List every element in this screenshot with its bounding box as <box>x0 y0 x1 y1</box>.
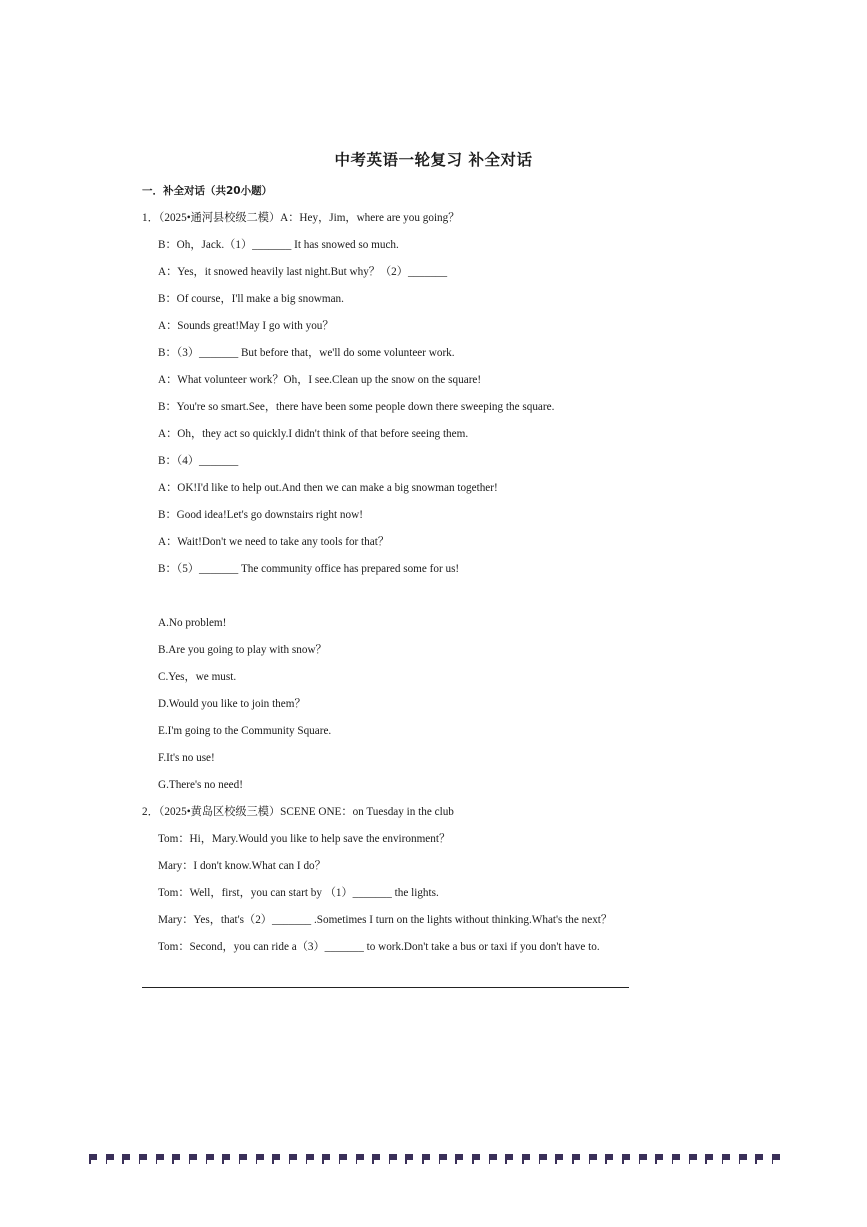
dialogue-line: Tom：Second，you can ride a（3）_______ to work.Don't take a bus or taxi if you don't have to. <box>158 941 600 953</box>
flag-icon <box>405 1154 414 1163</box>
flag-icon <box>489 1154 498 1163</box>
answer-option: D.Would you like to join them？ <box>158 698 306 710</box>
question-2-header: 2．（2025•黄岛区校级三模）SCENE ONE：on Tuesday in the club <box>142 806 454 818</box>
flag-icon <box>422 1154 431 1163</box>
flag-icon <box>672 1154 681 1163</box>
flag-icon <box>172 1154 181 1163</box>
flag-icon <box>655 1154 664 1163</box>
flag-icon <box>689 1154 698 1163</box>
flag-icon <box>356 1154 365 1163</box>
answer-option: E.I'm going to the Community Square. <box>158 725 332 737</box>
flag-icon <box>455 1154 464 1163</box>
flag-icon <box>522 1154 531 1163</box>
page-title: 中考英语一轮复习 补全对话 <box>334 151 533 169</box>
dialogue-line: Mary：I don't know.What can I do？ <box>158 860 326 872</box>
dialogue-line: B：（5）_______ The community office has prepared some for us! <box>158 563 460 575</box>
dialogue-line: B：Oh，Jack.（1）_______ It has snowed so much. <box>158 239 399 251</box>
flag-icon <box>156 1154 165 1163</box>
dialogue-line: Tom：Hi，Mary.Would you like to help save the environment？ <box>158 833 451 845</box>
dialogue-line: A：What volunteer work？Oh，I see.Clean up the snow on the square! <box>158 374 482 386</box>
flag-icon <box>389 1154 398 1163</box>
answer-option: C.Yes，we must. <box>158 671 237 683</box>
flag-icon <box>539 1154 548 1163</box>
flag-icon <box>322 1154 331 1163</box>
flag-icon <box>289 1154 298 1163</box>
dialogue-line: B：（3）_______ But before that，we'll do some volunteer work. <box>158 347 455 359</box>
flag-icon <box>605 1154 614 1163</box>
flag-icon <box>705 1154 714 1163</box>
flag-icon <box>256 1154 265 1163</box>
flag-icon <box>739 1154 748 1163</box>
flag-icon <box>239 1154 248 1163</box>
answer-option: A.No problem! <box>158 617 227 629</box>
answer-option: G.There's no need! <box>158 779 243 791</box>
flag-icon <box>722 1154 731 1163</box>
flag-icon <box>505 1154 514 1163</box>
dialogue-line: Tom：Well，first，you can start by （1）_______ the lights. <box>158 887 439 899</box>
answer-option: B.Are you going to play with snow？ <box>158 644 327 656</box>
dialogue-line: B：Good idea!Let's go downstairs right now! <box>158 509 363 521</box>
page-divider <box>142 987 629 988</box>
flag-icon <box>122 1154 131 1163</box>
flag-icon <box>189 1154 198 1163</box>
dialogue-line: A：Oh，they act so quickly.I didn't think of that before seeing them. <box>158 428 469 440</box>
dialogue-line: Mary：Yes，that's（2）_______ .Sometimes I turn on the lights without thinking.What's the next？ <box>158 914 613 926</box>
dialogue-line: B：（4）_______ <box>158 455 239 467</box>
answer-option: F.It's no use! <box>158 752 215 764</box>
flag-icon <box>222 1154 231 1163</box>
dialogue-line: A：OK!I'd like to help out.And then we can make a big snowman together! <box>158 482 498 494</box>
dialogue-line: A：Wait!Don't we need to take any tools for that？ <box>158 536 390 548</box>
flag-icon <box>472 1154 481 1163</box>
flag-icon <box>439 1154 448 1163</box>
flag-icon <box>555 1154 564 1163</box>
flag-icon <box>306 1154 315 1163</box>
flag-icon <box>106 1154 115 1163</box>
flag-icon <box>272 1154 281 1163</box>
section-heading: 一．补全对话（共20小题） <box>142 185 273 197</box>
flag-icon <box>622 1154 631 1163</box>
flag-icon <box>89 1154 98 1163</box>
footer-flag-border <box>89 1152 781 1164</box>
dialogue-line: A：Yes，it snowed heavily last night.But why？（2）_______ <box>158 266 448 278</box>
question-1-header: 1．（2025•通河县校级二模）A：Hey，Jim，where are you going？ <box>142 212 460 224</box>
flag-icon <box>572 1154 581 1163</box>
dialogue-line: A：Sounds great!May I go with you？ <box>158 320 334 332</box>
flag-icon <box>206 1154 215 1163</box>
flag-icon <box>339 1154 348 1163</box>
flag-icon <box>772 1154 781 1163</box>
flag-icon <box>589 1154 598 1163</box>
flag-icon <box>372 1154 381 1163</box>
flag-icon <box>139 1154 148 1163</box>
flag-icon <box>755 1154 764 1163</box>
flag-icon <box>639 1154 648 1163</box>
dialogue-line: B：Of course，I'll make a big snowman. <box>158 293 344 305</box>
dialogue-line: B：You're so smart.See，there have been some people down there sweeping the square. <box>158 401 555 413</box>
